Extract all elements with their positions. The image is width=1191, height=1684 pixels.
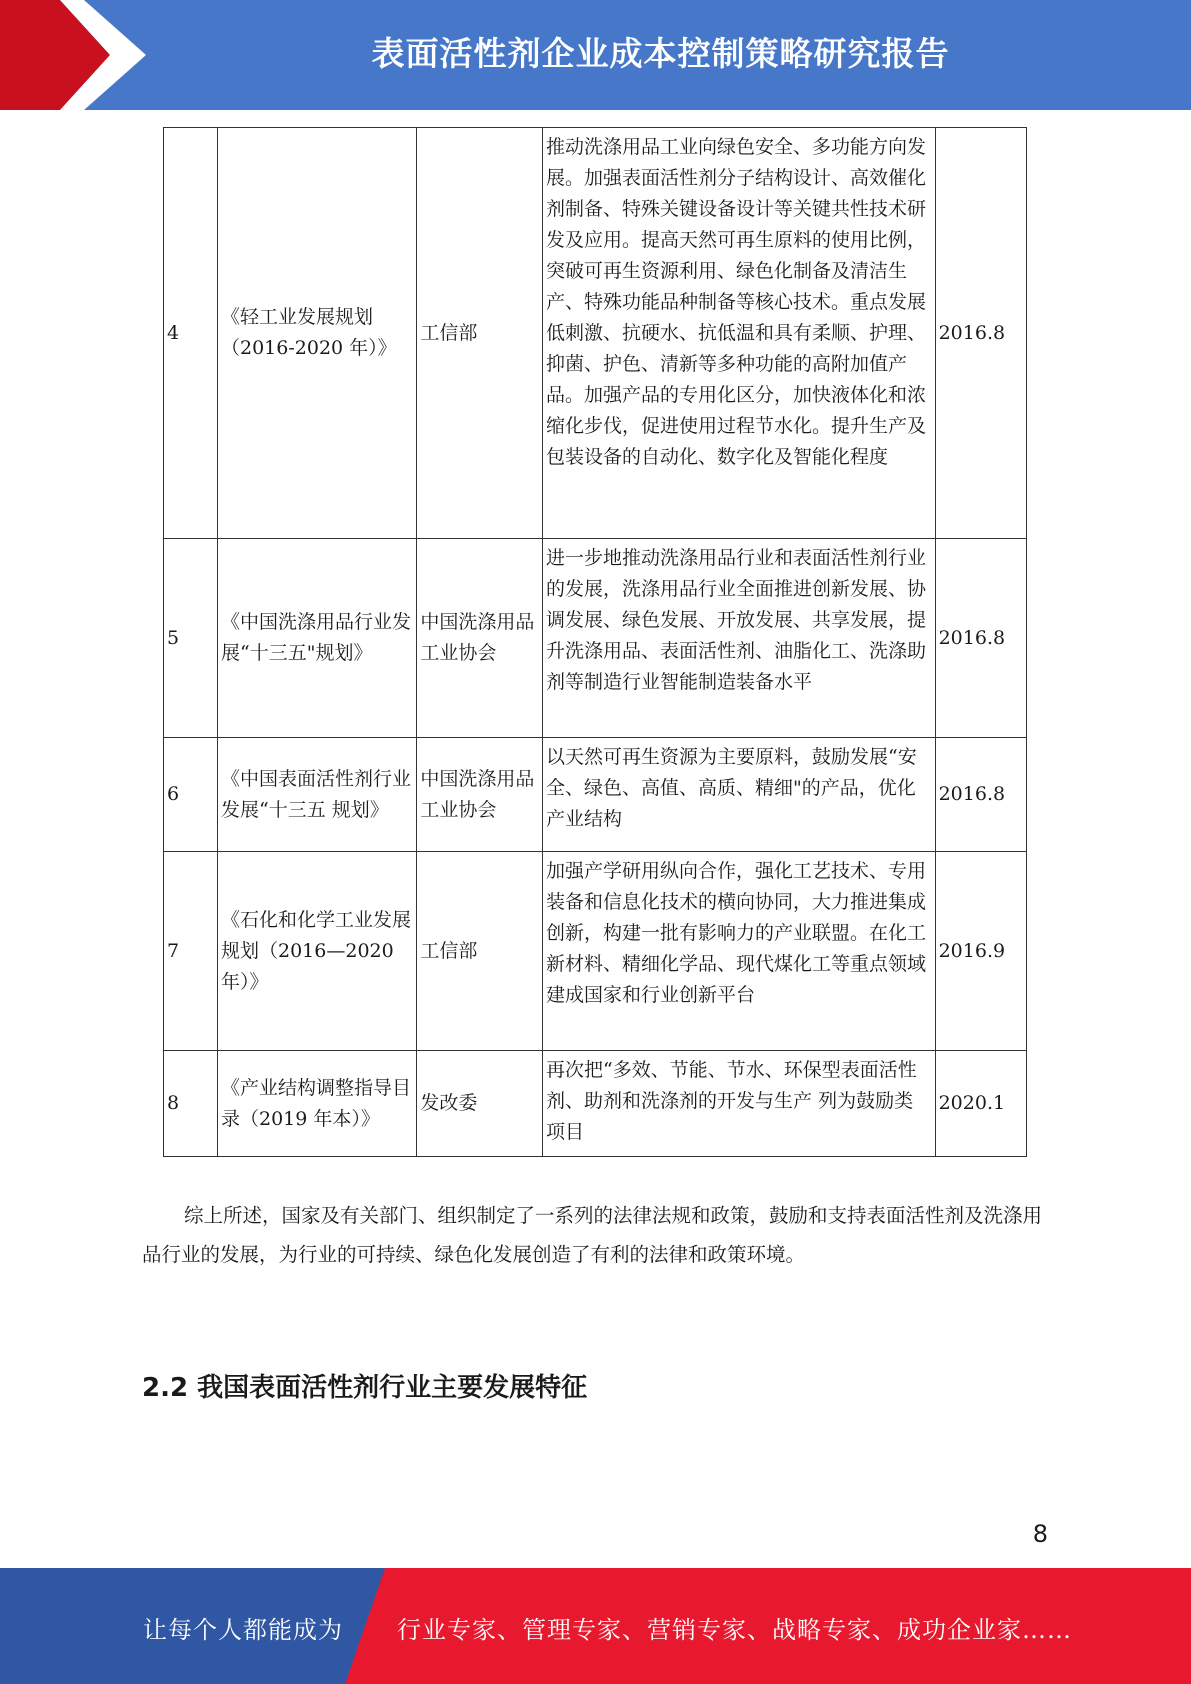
- issuing-department: 工信部: [417, 128, 543, 539]
- summary-paragraph: 综上所述，国家及有关部门、组织制定了一系列的法律法规和政策，鼓励和支持表面活性剂及洗涤用品行业的发展，为行业的可持续、绿色化发展创造了有利的法律和政策环境。: [142, 1204, 1043, 1266]
- table-row: [164, 1051, 1027, 1157]
- policy-table: [163, 127, 1027, 1157]
- page-number: 8: [1032, 1520, 1048, 1548]
- issue-date: 2016.8: [935, 128, 1026, 539]
- table-row: [164, 128, 1027, 539]
- row-number: 5: [164, 539, 218, 738]
- row-number: 4: [164, 128, 218, 539]
- issue-date: 2016.8: [935, 738, 1026, 852]
- issuing-department: 工信部: [417, 852, 543, 1051]
- policy-content: 进一步地推动洗涤用品行业和表面活性剂行业的发展，洗涤用品行业全面推进创新发展、协调发展、绿色发展、开放发展、共享发展，提升洗涤用品、表面活性剂、油脂化工、洗涤助剂等制造行业智能制造装备水平: [543, 539, 936, 738]
- footer-slogan-right: 行业专家、管理专家、营销专家、战略专家、成功企业家……: [397, 1616, 1072, 1644]
- issuing-department: 中国洗涤用品工业协会: [417, 539, 543, 738]
- issue-date: 2020.1: [935, 1051, 1026, 1157]
- report-title: 表面活性剂企业成本控制策略研究报告: [371, 34, 950, 73]
- policy-content: 再次把“多效、节能、节水、环保型表面活性剂、助剂和洗涤剂的开发与生产 列为鼓励类项目: [543, 1051, 936, 1157]
- policy-content: 加强产学研用纵向合作，强化工艺技术、专用装备和信息化技术的横向协同，大力推进集成创新，构建一批有影响力的产业联盟。在化工新材料、精细化学品、现代煤化工等重点领域建成国家和行业创新平台: [543, 852, 936, 1051]
- table-row: [164, 738, 1027, 852]
- policy-name: 《中国表面活性剂行业发展“十三五 规划》: [218, 738, 417, 852]
- row-number: 6: [164, 738, 218, 852]
- policy-content: 推动洗涤用品工业向绿色安全、多功能方向发展。加强表面活性剂分子结构设计、高效催化剂制备、特殊关键设备设计等关键共性技术研发及应用。提高天然可再生原料的使用比例，突破可再生资源利用、绿色化制备及清洁生产、特殊功能品种制备等核心技术。重点发展低刺激、抗硬水、抗低温和具有柔顺、护理、抑菌、护色、清新等多种功能的高附加值产品。加强产品的专用化区分，加快液体化和浓缩化步伐，促进使用过程节水化。提升生产及包装设备的自动化、数字化及智能化程度: [543, 128, 936, 539]
- table-row: [164, 852, 1027, 1051]
- policy-name: 《轻工业发展规划（2016-2020 年）》: [218, 128, 417, 539]
- issuing-department: 中国洗涤用品工业协会: [417, 738, 543, 852]
- policy-name: 《中国洗涤用品行业发展“十三五"规划》: [218, 539, 417, 738]
- page-footer: [0, 1568, 1191, 1684]
- issue-date: 2016.9: [935, 852, 1026, 1051]
- row-number: 8: [164, 1051, 218, 1157]
- table-row: [164, 539, 1027, 738]
- header-arrow-decoration: [0, 0, 160, 110]
- row-number: 7: [164, 852, 218, 1051]
- policy-content: 以天然可再生资源为主要原料，鼓励发展“安全、绿色、高值、高质、精细"的产品，优化产业结构: [543, 738, 936, 852]
- issuing-department: 发改委: [417, 1051, 543, 1157]
- issue-date: 2016.8: [935, 539, 1026, 738]
- footer-slogan-left: 让每个人都能成为: [143, 1616, 343, 1644]
- policy-name: 《产业结构调整指导目录（2019 年本）》: [218, 1051, 417, 1157]
- section-heading: 2.2 我国表面活性剂行业主要发展特征: [142, 1373, 588, 1403]
- policy-name: 《石化和化学工业发展规划（2016—2020 年）》: [218, 852, 417, 1051]
- page-header: [0, 0, 1191, 110]
